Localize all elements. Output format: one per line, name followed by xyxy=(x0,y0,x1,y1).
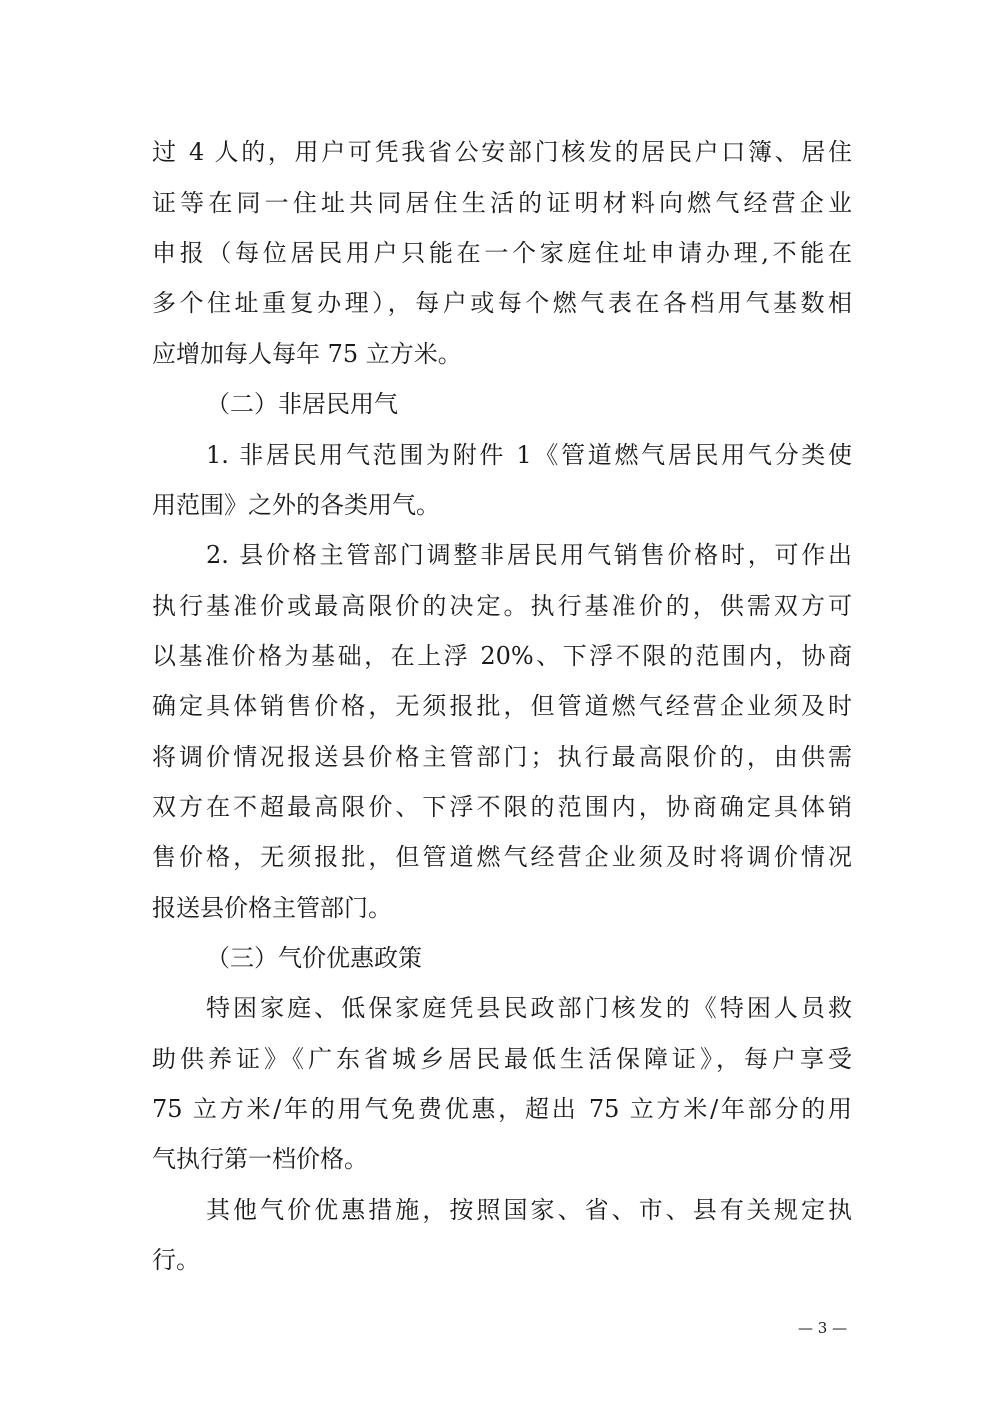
body-line: 应增加每人每年 75 立方米。 xyxy=(152,340,462,368)
body-line: 执行基准价或最高限价的决定。执行基准价的，供需双方可 xyxy=(152,592,852,620)
body-line: 报送县价格主管部门。 xyxy=(152,894,392,922)
body-line: 申报（每位居民用户只能在一个家庭住址申请办理,不能在 xyxy=(152,239,852,267)
body-line: 2. 县价格主管部门调整非居民用气销售价格时，可作出 xyxy=(206,541,852,569)
body-line: 其他气价优惠措施，按照国家、省、市、县有关规定执 xyxy=(206,1196,852,1224)
body-line: 75 立方米/年的用气免费优惠，超出 75 立方米/年部分的用 xyxy=(152,1095,852,1123)
body-line: 用范围》之外的各类用气。 xyxy=(152,491,440,519)
body-line: 售价格，无须报批，但管道燃气经营企业须及时将调价情况 xyxy=(152,843,852,871)
body-line: 多个住址重复办理），每户或每个燃气表在各档用气基数相 xyxy=(152,289,852,317)
body-line: 双方在不超最高限价、下浮不限的范围内，协商确定具体销 xyxy=(152,793,852,821)
body-line: 助供养证》《广东省城乡居民最低生活保障证》，每户享受 xyxy=(152,1045,852,1073)
body-line: 气执行第一档价格。 xyxy=(152,1145,368,1173)
body-line: 特困家庭、低保家庭凭县民政部门核发的《特困人员救 xyxy=(206,994,852,1022)
body-line: 行。 xyxy=(152,1246,200,1274)
body-line: 1. 非居民用气范围为附件 1《管道燃气居民用气分类使 xyxy=(206,441,852,469)
body-line: 将调价情况报送县价格主管部门；执行最高限价的，由供需 xyxy=(152,743,852,771)
body-line: 过 4 人的，用户可凭我省公安部门核发的居民户口簿、居住 xyxy=(152,138,852,166)
body-line: 确定具体销售价格，无须报批，但管道燃气经营企业须及时 xyxy=(152,692,852,720)
body-line: 以基准价格为基础，在上浮 20%、下浮不限的范围内，协商 xyxy=(152,642,852,670)
section-heading-discount-policy: （三）气价优惠政策 xyxy=(206,944,422,972)
body-line: 证等在同一住址共同居住生活的证明材料向燃气经营企业 xyxy=(152,189,852,217)
section-heading-non-residential: （二）非居民用气 xyxy=(206,390,398,418)
page-number: — 3 — xyxy=(798,1319,848,1337)
